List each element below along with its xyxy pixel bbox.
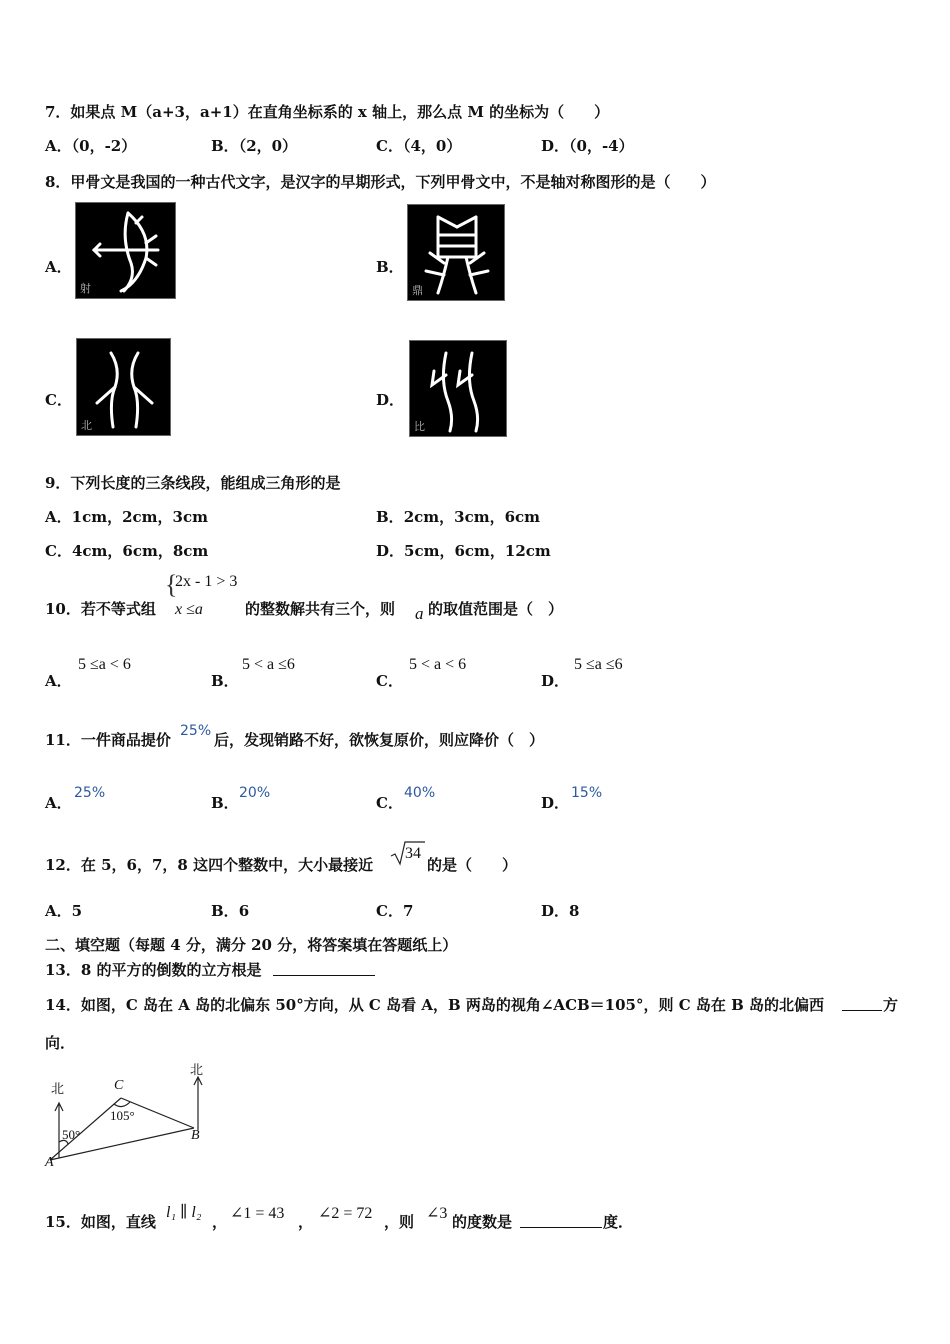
q8-option-c-label: C． (45, 391, 72, 409)
q15-mid: ，则 (384, 1213, 415, 1231)
option-text: 5cm，6cm，12cm (404, 542, 551, 560)
option-label: A． (45, 137, 72, 155)
q8-stem: 8．甲骨文是我国的一种古代文字，是汉字的早期形式，下列甲骨文中，不是轴对称图形的是（ ） (45, 173, 716, 191)
q15-end: 度． (603, 1213, 634, 1231)
q9-option-d (376, 540, 551, 561)
q8-option-b-label: B． (376, 258, 404, 276)
option-text: 2cm，3cm，6cm (403, 508, 541, 526)
option-text: （2，0） (238, 137, 298, 155)
option-text: 5 (71, 902, 83, 920)
q14-figure (40, 1058, 215, 1170)
option-label: B． (211, 902, 239, 920)
q10-system-line1: 2x - 1 > 3 (175, 573, 238, 590)
option-text: 4cm，6cm，8cm (71, 542, 209, 560)
point-c-label: C (114, 1078, 124, 1093)
q11-option-b-text: 20% (239, 785, 271, 801)
q8-d-caption: 比 (414, 420, 425, 433)
option-text: 7 (402, 902, 414, 920)
q10-option-a-label: A． (45, 672, 72, 690)
q11-option-a-label: A． (45, 794, 72, 812)
q11-option-c-label: C． (376, 794, 403, 812)
q12-option-d (541, 900, 579, 921)
q11-option-c-text: 40% (404, 785, 436, 801)
q10-stem-post: 的取值范围是（ ） (428, 600, 564, 618)
option-text: 8 (569, 902, 580, 920)
q10-var: a (415, 604, 424, 623)
q8-b-caption: 鼎 (412, 284, 423, 297)
option-label: C． (376, 902, 403, 920)
option-label: B． (211, 137, 239, 155)
option-label: D． (541, 902, 570, 920)
q15-parallel: l₁ ∥ l₂ (166, 1204, 202, 1221)
q15-post: 的度数是 (452, 1213, 513, 1231)
q11-option-d-text: 15% (571, 785, 603, 801)
q15-stem-pre: 15．如图，直线 (45, 1213, 156, 1231)
q15-comma1: ， (212, 1213, 228, 1231)
q7-option-d (541, 135, 634, 156)
q13-stem: 13．8 的平方的倒数的立方根是 (45, 961, 262, 979)
option-label: D． (541, 137, 570, 155)
q11-option-a-text: 25% (74, 785, 106, 801)
q12-option-a (45, 900, 82, 921)
oracle-bone-bei-image (76, 338, 171, 436)
angle-50-label: 50° (62, 1127, 81, 1142)
option-label: A． (45, 508, 72, 526)
q11-pct: 25% (180, 723, 212, 739)
q10-option-d-text: 5 ≤a ≤6 (574, 656, 623, 673)
oracle-bone-ding-image (407, 204, 505, 301)
brace-symbol: { (165, 570, 178, 599)
q10-system-line2: x ≤a (175, 601, 203, 618)
q10-option-b-label: B． (211, 672, 239, 690)
north-label-b: 北 (190, 1063, 204, 1078)
point-b-label: B (191, 1128, 200, 1143)
q12-radicand: 34 (405, 845, 421, 862)
q12-stem-pre: 12．在 5，6，7，8 这四个整数中，大小最接近 (45, 856, 374, 874)
q15-answer-blank[interactable] (520, 1227, 602, 1228)
q8-option-a-label: A． (45, 258, 72, 276)
q8-c-caption: 北 (81, 419, 92, 432)
q15-angle1: ∠1 = 43 (230, 1205, 285, 1222)
q12-option-c (376, 900, 413, 921)
option-text: （4，0） (402, 137, 462, 155)
option-label: C． (376, 137, 403, 155)
option-text: 6 (238, 902, 250, 920)
q7-option-b (211, 135, 297, 156)
q13-answer-blank[interactable] (273, 975, 375, 976)
q11-option-b-label: B． (211, 794, 239, 812)
q9-stem: 9．下列长度的三条线段，能组成三角形的是 (45, 474, 341, 492)
q10-stem-pre: 10．若不等式组 (45, 600, 156, 618)
section-heading: 二、填空题（每题 4 分，满分 20 分，将答案填在答题纸上） (45, 936, 458, 954)
q11-stem-pre: 11．一件商品提价 (45, 731, 171, 749)
option-text: 1cm，2cm，3cm (71, 508, 208, 526)
q14-line1: 14．如图，C 岛在 A 岛的北偏东 50°方向，从 C 岛看 A，B 两岛的视角∠ACB＝105°，则 C 岛在 B 岛的北偏西 (45, 996, 825, 1014)
angle-105-label: 105° (110, 1108, 135, 1123)
north-label-a: 北 (51, 1082, 65, 1097)
q11-stem-post: 后，发现销路不好，欲恢复原价，则应降价（ ） (214, 731, 545, 749)
q11-option-d-label: D． (541, 794, 570, 812)
q10-stem-mid: 的整数解共有三个，则 (245, 600, 396, 618)
option-label: D． (376, 542, 405, 560)
option-label: C． (45, 542, 72, 560)
q15-angle2: ∠2 = 72 (318, 1205, 373, 1222)
q9-option-a (45, 506, 208, 527)
q9-option-c (45, 540, 208, 561)
option-label: B． (376, 508, 404, 526)
q10-option-c-text: 5 < a < 6 (409, 656, 467, 673)
q12-option-b (211, 900, 249, 921)
oracle-bone-bi-image (409, 340, 507, 437)
oracle-bone-she-image (75, 202, 176, 299)
q8-a-caption: 射 (80, 282, 91, 295)
q9-option-b (376, 506, 540, 527)
q10-option-a-text: 5 ≤a < 6 (78, 656, 131, 673)
q12-stem-post: 的是（ ） (427, 856, 518, 874)
option-label: A． (45, 902, 72, 920)
q14-line1-end: 方 (883, 996, 899, 1014)
option-text: （0，-4） (569, 137, 634, 155)
q8-option-d-label: D． (376, 391, 405, 409)
q10-option-b-text: 5 < a ≤6 (242, 656, 295, 673)
q15-comma2: ， (298, 1213, 314, 1231)
option-text: （0，-2） (71, 137, 137, 155)
q7-option-c (376, 135, 461, 156)
q10-option-c-label: C． (376, 672, 403, 690)
q15-angle3: ∠3 (426, 1205, 448, 1222)
point-a-label: A (45, 1155, 54, 1170)
q10-option-d-label: D． (541, 672, 570, 690)
q7-option-a (45, 135, 136, 156)
q14-answer-blank[interactable] (842, 1010, 882, 1011)
q7-stem: 7．如果点 M（a+3，a+1）在直角坐标系的 x 轴上，那么点 M 的坐标为（ ） (45, 103, 610, 121)
q14-line2: 向． (45, 1034, 76, 1052)
